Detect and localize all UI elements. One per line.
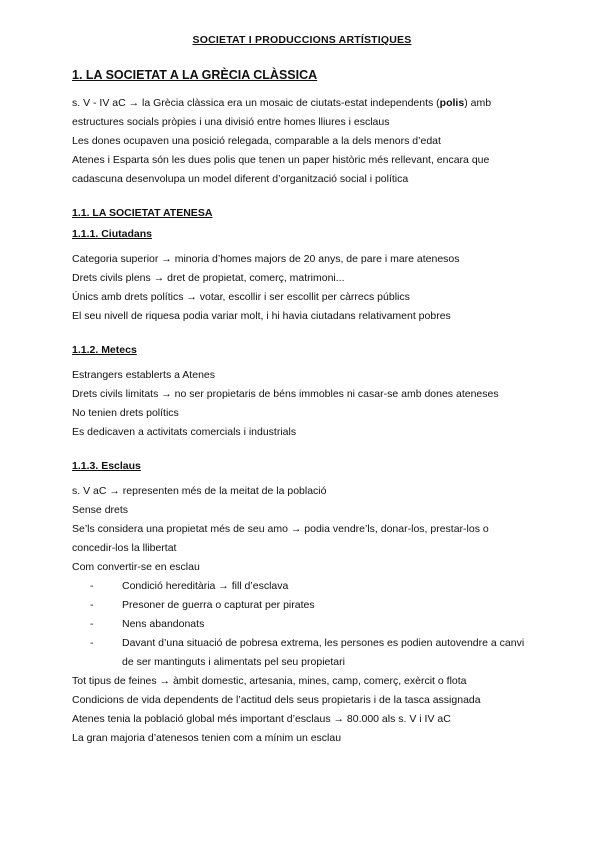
- dash-marker: -: [90, 637, 94, 649]
- dash-marker: -: [90, 580, 94, 592]
- esclaus-line: Condicions de vida dependents de l’actitud dels seus propietaris i de la tasca assignada: [72, 694, 481, 706]
- dash-marker: -: [90, 618, 94, 630]
- metecs-line: No tenien drets polítics: [72, 407, 179, 419]
- document-page: [72, 34, 532, 748]
- list-item-text: Nens abandonats: [122, 618, 205, 630]
- ciutadans-line: Drets civils plens → dret de propietat, comerç, matrimoni...: [72, 272, 345, 284]
- ciutadans-body: [72, 250, 532, 326]
- list-item: [90, 634, 532, 672]
- ciutadans-line: Categoria superior → minoria d’homes majors de 20 anys, de pare i mare atenesos: [72, 253, 460, 265]
- paragraph-polis: [72, 94, 532, 132]
- esclaus-line: Sense drets: [72, 504, 129, 516]
- paragraph-polis-pre: s. V - IV aC → la Grècia clàssica era un mosaic de ciutats-estat independents (: [72, 97, 440, 109]
- dash-marker: -: [90, 599, 94, 611]
- paragraph-atenes-esparta: Atenes i Esparta són les dues polis que tenen un paper històric més rellevant, encara que cadascuna desenvolupa un model diferent d’organització social i política: [72, 154, 490, 185]
- esclaus-line: Com convertir-se en esclau: [72, 561, 200, 573]
- esclaus-heading: 1.1.3. Esclaus: [72, 460, 141, 472]
- list-item-text: Presoner de guerra o capturat per pirates: [122, 599, 315, 611]
- document-title: SOCIETAT I PRODUCCIONS ARTÍSTIQUES: [192, 34, 412, 46]
- esclaus-line: Tot tipus de feines → àmbit domestic, artesania, mines, camp, comerç, exèrcit o flota: [72, 675, 467, 687]
- ciutadans-heading: 1.1.1. Ciutadans: [72, 228, 152, 240]
- esclaus-bullet-list: [72, 577, 532, 672]
- esclaus-line: La gran majoria d’atenesos tenien com a mínim un esclau: [72, 732, 342, 744]
- section-1-1-heading: 1.1. LA SOCIETAT ATENESA: [72, 207, 213, 219]
- metecs-line: Estrangers establerts a Atenes: [72, 369, 215, 381]
- esclaus-body: [72, 482, 532, 748]
- ciutadans-line: Únics amb drets polítics → votar, escollir i ser escollit per càrrecs públics: [72, 291, 410, 303]
- list-item-text: Condició hereditària → fill d’esclava: [122, 580, 289, 592]
- paragraph-polis-post: ) amb estructures socials pròpies i una divisió entre homes lliures i esclaus: [72, 97, 492, 128]
- metecs-line: Es dedicaven a activitats comercials i industrials: [72, 426, 297, 438]
- section-1-body: [72, 94, 532, 189]
- list-item: [90, 615, 532, 634]
- list-item: [90, 596, 532, 615]
- paragraph-women: Les dones ocupaven una posició relegada, comparable a la dels menors d’edat: [72, 135, 441, 147]
- polis-term: polis: [439, 97, 465, 109]
- list-item: [90, 577, 532, 596]
- section-1-heading: 1. LA SOCIETAT A LA GRÈCIA CLÀSSICA: [72, 68, 318, 82]
- esclaus-line: s. V aC → representen més de la meitat de la població: [72, 485, 327, 497]
- metecs-line: Drets civils limitats → no ser propietaris de béns immobles ni casar-se amb dones ateneses: [72, 388, 499, 400]
- list-item-text: Davant d’una situació de pobresa extrema, les persones es podien autovendre a canvi de ser mantinguts i alimentats pel seu propietari: [122, 637, 525, 668]
- metecs-heading: 1.1.2. Metecs: [72, 344, 137, 356]
- esclaus-line: Atenes tenia la població global més important d’esclaus → 80.000 als s. V i IV aC: [72, 713, 451, 725]
- metecs-body: [72, 366, 532, 442]
- esclaus-line: Se’ls considera una propietat més de seu amo → podia vendre’ls, donar-los, prestar-los o concedir-los la llibertat: [72, 523, 489, 554]
- ciutadans-line: El seu nivell de riquesa podia variar molt, i hi havia ciutadans relativament pobres: [72, 310, 451, 322]
